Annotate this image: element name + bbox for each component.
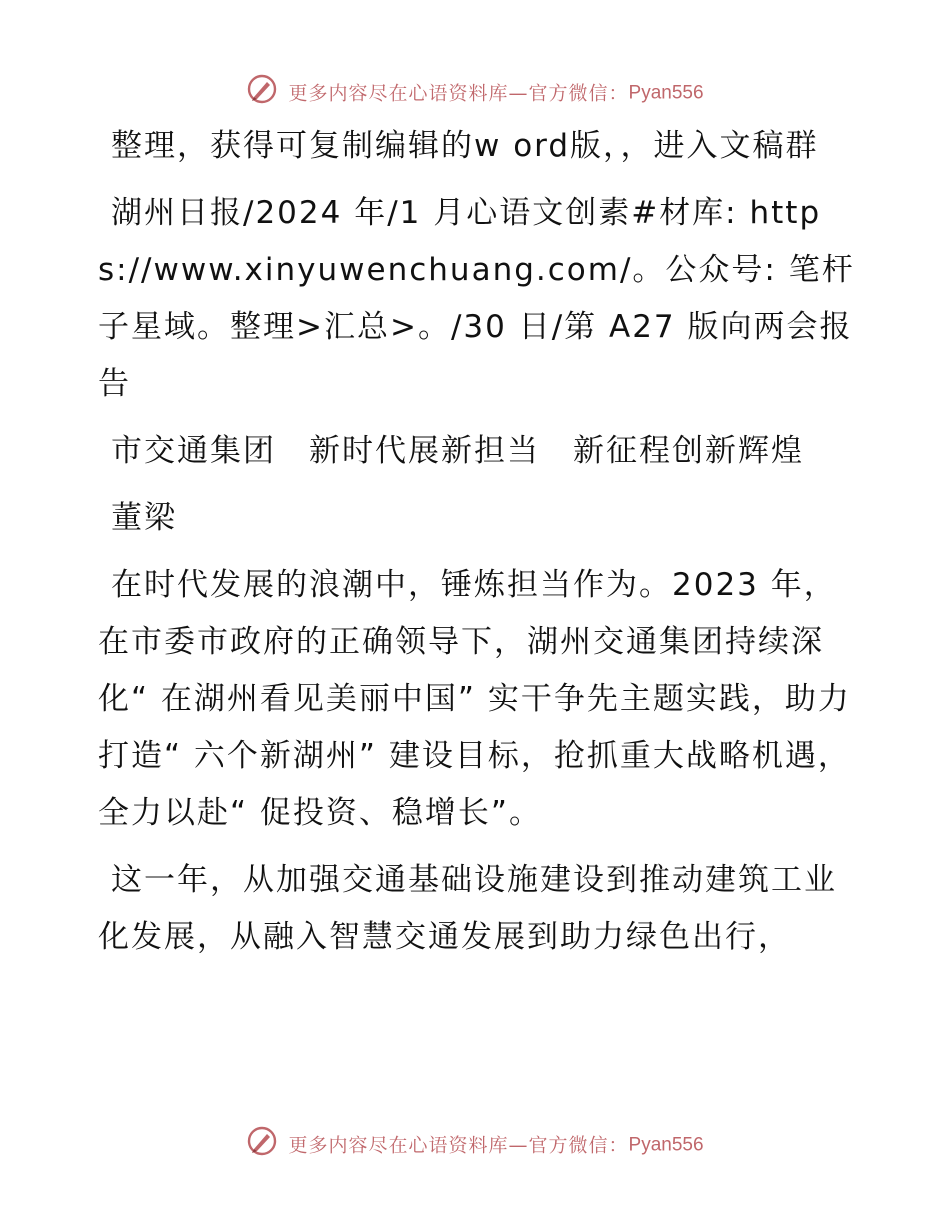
pen-logo-icon (246, 1125, 278, 1166)
watermark-text: 更多内容尽在心语资料库—官方微信： (288, 1134, 629, 1157)
paragraph: 这一年，从加强交通基础设施建设到推动建筑工业化发展，从融入智慧交通发展到助力绿色出行， (98, 862, 837, 955)
paragraph: 在时代发展的浪潮中，锤炼担当作为。2023 年，在市委市政府的正确领导下，湖州交通集团持续深化“ 在湖州看见美丽中国” 实干争先主题实践，助力打造“ 六个新湖州” 建设目标，抢抓重大战略机遇，全力以赴“ 促投资、稳增长”。 (98, 567, 851, 831)
watermark-text: 更多内容尽在心语资料库—官方微信： (288, 82, 629, 105)
paragraph: 整理，获得可复制编辑的w ord版，，进入文稿群 (111, 128, 819, 164)
paragraph: 湖州日报/2024 年/1 月心语文创素#材库: https://www.xinyuwenchuang.com/。公众号: 笔杆子星域。整理>汇总>。/30 日/第 A27 版向两会报告 (98, 195, 855, 402)
header-watermark (0, 73, 950, 114)
article-body (98, 118, 858, 976)
article-author: 董梁 (111, 500, 177, 536)
watermark-wechat-id: Pyan556 (628, 82, 704, 104)
footer-watermark (0, 1125, 950, 1166)
pen-logo-icon (246, 73, 278, 114)
watermark-wechat-id: Pyan556 (628, 1134, 704, 1156)
article-title: 市交通集团 新时代展新担当 新征程创新辉煌 (111, 433, 804, 469)
